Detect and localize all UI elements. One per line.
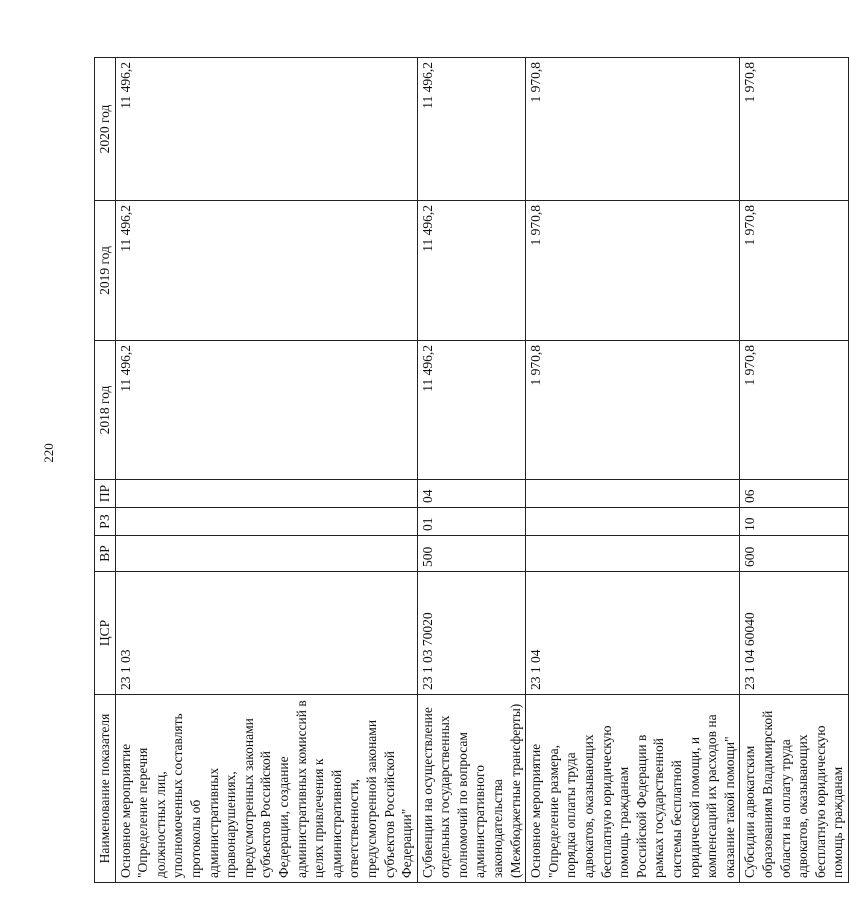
- row-2019: 11 496,2: [115, 201, 417, 341]
- table-header-row: [95, 58, 116, 883]
- table-row: [115, 58, 417, 883]
- header-2018: 2018 год: [95, 341, 116, 480]
- row-pr: [526, 480, 740, 508]
- row-2019: 11 496,2: [417, 201, 526, 341]
- header-rz: РЗ: [95, 508, 116, 536]
- row-2018: 1 970,8: [526, 341, 740, 480]
- row-2020: 1 970,8: [740, 58, 849, 201]
- row-pr: [115, 480, 417, 508]
- row-vr: [115, 536, 417, 572]
- row-2020: 1 970,8: [526, 58, 740, 201]
- header-pr: ПР: [95, 480, 116, 508]
- row-rz: [526, 508, 740, 536]
- row-csr: 23 1 04: [526, 572, 740, 695]
- row-pr: 06: [740, 480, 849, 508]
- row-2019: 1 970,8: [740, 201, 849, 341]
- header-name: Наименование показателя: [95, 695, 116, 883]
- table-row: [417, 58, 526, 883]
- header-2020: 2020 год: [95, 58, 116, 201]
- row-rz: [115, 508, 417, 536]
- row-name: Субсидии адвокатским образованиям Владимирской области на оплату труда адвокатов, оказывающих бесплатную юридическую помощь гражданам: [740, 695, 849, 883]
- header-csr: ЦСР: [95, 572, 116, 695]
- row-vr: 500: [417, 536, 526, 572]
- row-name: Основное мероприятие "Определение размера, порядка оплаты труда адвокатов, оказывающих бесплатную юридическую помощь гражданам Российской Федерации в рамках государственной системы бесплатной юридической помощи, и компенсаций их расходов на оказание такой помощи": [526, 695, 740, 883]
- row-vr: [526, 536, 740, 572]
- row-csr: 23 1 04 60040: [740, 572, 849, 695]
- row-csr: 23 1 03 70020: [417, 572, 526, 695]
- table-row: [740, 58, 849, 883]
- row-rz: 01: [417, 508, 526, 536]
- table-row: [526, 58, 740, 883]
- row-vr: 600: [740, 536, 849, 572]
- header-2019: 2019 год: [95, 201, 116, 341]
- row-2018: 1 970,8: [740, 341, 849, 480]
- row-rz: 10: [740, 508, 849, 536]
- row-pr: 04: [417, 480, 526, 508]
- row-name: Основное мероприятие "Определение перечня должностных лиц, уполномоченных составлять протоколы об административных правонарушениях, предусмотренных законами субъектов Российской Федерации, создание административных комиссий в целях привлечения к административной ответственности, предусмотренной законами субъектов Российской Федерации": [115, 695, 417, 883]
- row-2020: 11 496,2: [417, 58, 526, 201]
- row-2018: 11 496,2: [115, 341, 417, 480]
- budget-table: [94, 57, 849, 883]
- page-number: 220: [41, 443, 56, 463]
- rotated-table-container: [94, 58, 846, 883]
- row-2018: 11 496,2: [417, 341, 526, 480]
- row-name: Субвенции на осуществление отдельных государственных полномочий по вопросам административного законодательства (Межбюджетные трансферты): [417, 695, 526, 883]
- row-2019: 1 970,8: [526, 201, 740, 341]
- row-2020: 11 496,2: [115, 58, 417, 201]
- row-csr: 23 1 03: [115, 572, 417, 695]
- header-vr: ВР: [95, 536, 116, 572]
